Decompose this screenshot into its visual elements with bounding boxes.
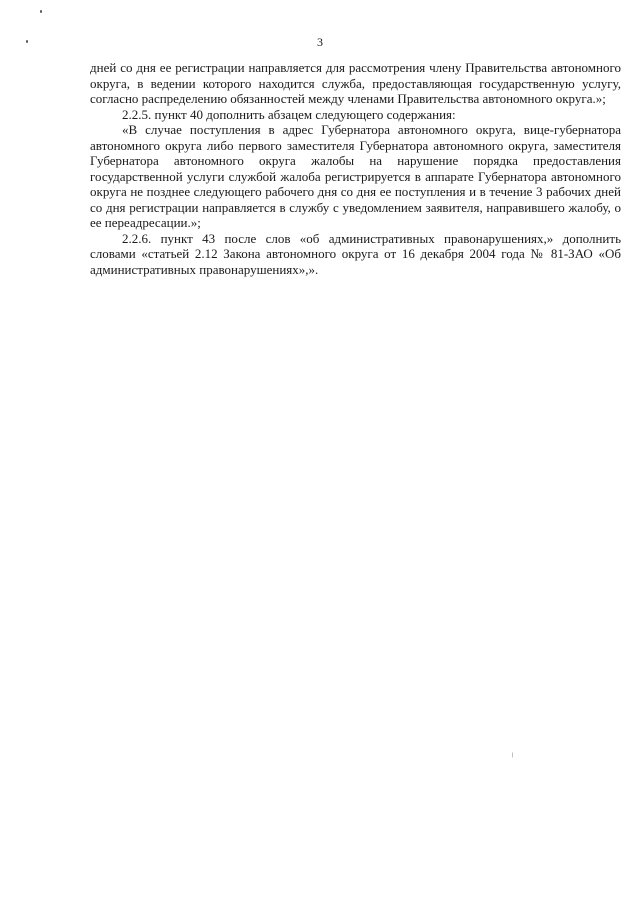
paragraph-quoted-amendment: «В случае поступления в адрес Губернатора автономного округа, вице-губернатора автономного округа либо первого заместителя Губернатора автономного округа, заместителя Губернатора автономного округа жалобы на нарушение порядка предоставления государственной услуги службой жалоба регистрируется в аппарате Губернатора автономного округа не позднее следующего рабочего дня со дня ее поступления и в течение 3 рабочих дней со дня регистрации направляется в службу с уведомлением заявителя, направившего жалобу, о ее переадресации.»; xyxy=(90,122,621,230)
document-body xyxy=(90,60,621,277)
scan-speck xyxy=(512,752,513,758)
scan-speck xyxy=(40,10,42,13)
paragraph-item-2-2-5: 2.2.5. пункт 40 дополнить абзацем следующего содержания: xyxy=(122,106,456,122)
paragraph-item-2-2-6: 2.2.6. пункт 43 после слов «об административных правонарушениях,» дополнить словами «статьей 2.12 Закона автономного округа от 16 декабря 2004 года № 81-ЗАО «Об административных правонарушениях»,». xyxy=(90,230,621,277)
paragraph-continuation: дней со дня ее регистрации направляется для рассмотрения члену Правительства автономного округа, в ведении которого находится служба, предоставляющая государственную услугу, согласно распределению обязанностей между членами Правительства автономного округа.»; xyxy=(90,60,621,106)
page-number: 3 xyxy=(317,35,323,49)
